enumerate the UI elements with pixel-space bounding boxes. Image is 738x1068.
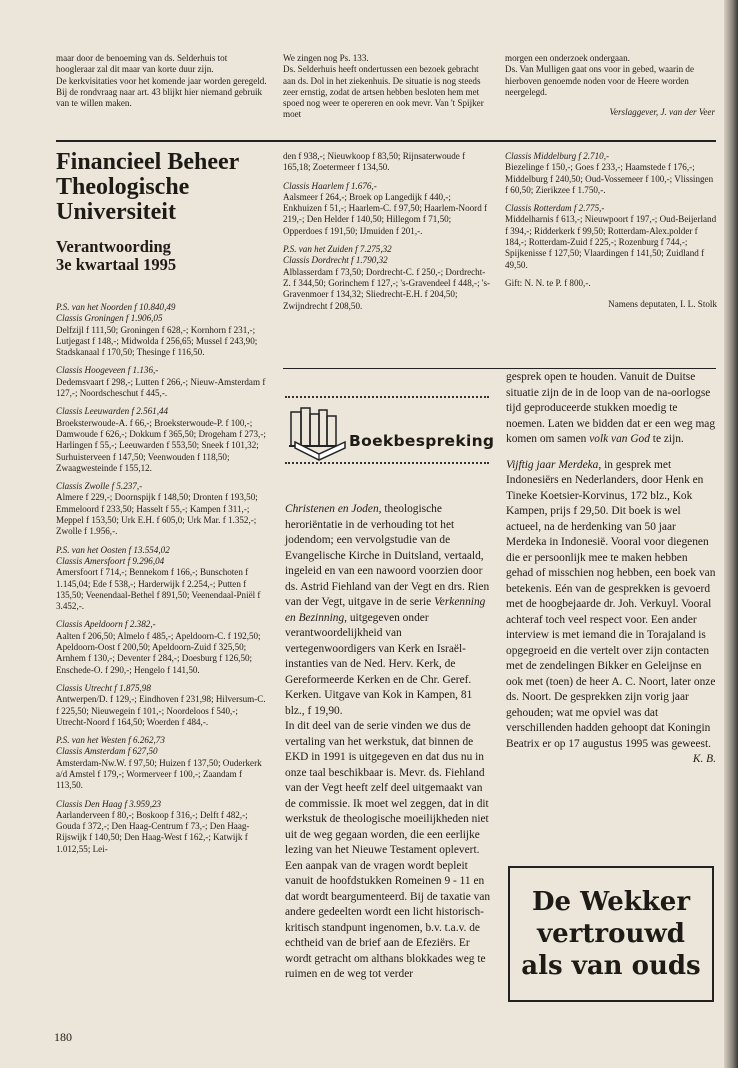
review-text: gesprek open te houden. Vanuit de Duitse situatie zijn de in de loop van de na-oorlogse tijd geproduceerde stukken moedig te noemen. Laten we bidden dat er een weg mag komen om samen bbox=[506, 371, 716, 445]
advert-line: als van ouds bbox=[521, 951, 701, 981]
section-divider bbox=[283, 368, 716, 369]
report-signature: Verslaggever, J. van der Veer bbox=[609, 107, 715, 118]
finance-entry bbox=[56, 619, 270, 675]
finance-entry bbox=[56, 302, 270, 358]
top-paragraph: Ds. Van Mulligen gaat ons voor in gebed, waarin de hierboven genoemde noden voor de Heere worden neergelegd. bbox=[505, 64, 694, 97]
classis-heading: Classis Haarlem f 1.676,- bbox=[283, 180, 377, 191]
finance-entries bbox=[283, 151, 491, 312]
top-paragraph: Bij de rondvraag naar art. 43 blijkt hier niemand gebruik van te willen maken. bbox=[56, 86, 263, 109]
review-text: , uitgegeven onder verantwoordelijkheid van vertegenwoordigers van Kerk en Israël-instanties van de Ned. Herv. Kerk, de Gereformeerde Kerken en de Chr. Geref. Kerken. Uitgave van Kok in Kampen, 81 blz., f 19,90. bbox=[285, 611, 473, 717]
church-contributions: Gift: N. N. te P. f 800,-. bbox=[505, 277, 591, 288]
wekker-advert bbox=[508, 866, 714, 1002]
dotted-rule bbox=[285, 462, 489, 464]
church-contributions: Biezelinge f 150,-; Goes f 233,-; Haamstede f 176,-; Middelburg f 240,50; Oud-Vossemeer f 100,-; Vlissingen f 60,50; Zierikzee f 1.750,-. bbox=[505, 162, 714, 195]
top-paragraph: morgen een onderzoek ondergaan. bbox=[505, 53, 630, 63]
title-line: Universiteit bbox=[56, 199, 176, 225]
top-paragraph: Ds. Selderhuis heeft ondertussen een bezoek gebracht aan ds. Dol in het ziekenhuis. De situatie is nog steeds zeer ernstig, zodat de artsen hebben besloten hem met spoed nog weer te opereren en ook mevr. Van 't Spijker moet bbox=[283, 64, 484, 120]
finance-entry bbox=[56, 365, 270, 399]
finance-column-3 bbox=[505, 151, 717, 318]
classis-heading: Classis Dordrecht f 1.790,32 bbox=[283, 255, 388, 266]
advert-line: De Wekker bbox=[531, 887, 691, 917]
book-title: Christenen en Joden bbox=[285, 503, 379, 515]
top-paragraph: We zingen nog Ps. 133. bbox=[283, 53, 369, 63]
finance-entry bbox=[505, 203, 717, 271]
top-column-3 bbox=[505, 53, 715, 125]
classis-heading: Classis Middelburg f 2.710,- bbox=[505, 151, 609, 161]
book-review-header bbox=[285, 396, 495, 466]
review-text: te zijn. bbox=[649, 433, 684, 445]
classis-heading: Classis Hoogeveen f 1.136,- bbox=[56, 365, 159, 376]
classis-heading: P.S. van het Zuiden f 7.275,32 bbox=[283, 244, 392, 255]
classis-heading: Classis Zwolle f 5.237,- bbox=[56, 481, 143, 492]
classis-heading: Classis Groningen f 1.906,05 bbox=[56, 313, 163, 324]
top-column-2 bbox=[283, 53, 491, 121]
church-contributions: Almere f 229,-; Doornspijk f 148,50; Dronten f 193,50; Emmeloord f 233,50; Hasselt f 55,-; Kampen f 311,-; Meppel f 153,50; Urk E.H. f 605,0; Urk Mar. f 1.352,-; Zwolle f 1.956,-. bbox=[56, 492, 258, 537]
classis-heading: Classis Apeldoorn f 2.382,- bbox=[56, 619, 156, 630]
title-line: Theologische bbox=[56, 174, 190, 200]
top-paragraph: De kerkvisitaties voor het komende jaar worden geregeld. bbox=[56, 75, 267, 86]
review-paragraph: In dit deel van de serie vinden we dus de vertaling van het werkstuk, dat binnen de EKD in 1991 is uitgegeven en dat dus nu in onze taal beschikbaar is. Mevr. ds. Fiehland van der Vegt heeft zelf deel uitgemaakt van de commissie. Ik moet wel zeggen, dat in dit werkstuk de theologische moeilijkheden niet uit de weg gegaan worden, die een eerlijke lezing van het Nieuwe Testament oplevert. Een aanpak van de vragen wordt bepleit vanuit de hoofdstukken Romeinen 9 - 11 en dat wordt beargumenteerd. Bij de taxatie van andere gedeelten wordt een licht historisch-kritisch standpunt ingenomen, b.v. t.a.v. de echtheid van de brief aan de Efeziërs. Er wordt getracht om althans blokkades weg te ruimen en de weg tot verder bbox=[285, 720, 491, 980]
classis-heading: P.S. van het Noorden f 10.840,49 bbox=[56, 302, 176, 312]
classis-heading: Classis Amsterdam f 627,50 bbox=[56, 746, 158, 757]
church-contributions: Alblasserdam f 73,50; Dordrecht-C. f 250,-; Dordrecht-Z. f 344,50; Gorinchem f 127,-; 's-Gravendeel f 448,-; 's-Gravenmoer f 134,32; Sliedrecht-E.H. f 204,50; Zwijndrecht f 208,50. bbox=[283, 266, 491, 311]
classis-heading: Classis Utrecht f 1.875,98 bbox=[56, 682, 151, 693]
church-contributions: Amersfoort f 714,-; Bennekom f 166,-; Bunschoten f 1.145,04; Ede f 538,-; Harderwijk f 2.254,-; Putten f 135,50; Veenendaal-Bethel f 891,50; Veenendaal-Pniël f 3.452,-. bbox=[56, 567, 261, 612]
finance-title bbox=[56, 150, 270, 225]
book-review-title: Boekbespreking bbox=[349, 432, 495, 450]
classis-heading: P.S. van het Oosten f 13.554,02 bbox=[56, 544, 170, 555]
deputies-signature: Namens deputaten, I. L. Stolk bbox=[608, 299, 717, 310]
church-contributions: Aalten f 206,50; Almelo f 485,-; Apeldoorn-C. f 192,50; Apeldoorn-Oost f 200,50; Apeldoorn-Zuid f 325,50; Arnhem f 130,-; Deventer f 284,-; Doesburg f 126,50; Enschede-O. f 290,-; Hengelo f 141,50. bbox=[56, 630, 261, 675]
classis-heading: Classis Den Haag f 3.959,23 bbox=[56, 798, 162, 809]
section-divider bbox=[56, 140, 716, 142]
classis-heading: P.S. van het Westen f 6.262,73 bbox=[56, 735, 165, 746]
dotted-rule bbox=[285, 396, 489, 398]
church-contributions: Middelharnis f 613,-; Nieuwpoort f 197,-; Oud-Beijerland f 394,-; Ridderkerk f 99,50; Rotterdam-Alex.polder f 184,-; Rotterdam-Zuid f 225,-; Rozenburg f 744,-; Spijkenisse f 127,50; Vlaardingen f 141,50; Zuidland f 49,50. bbox=[505, 214, 717, 270]
finance-column-1 bbox=[56, 150, 270, 862]
finance-entry bbox=[56, 481, 270, 537]
finance-entry bbox=[283, 151, 491, 174]
finance-entry bbox=[283, 244, 491, 312]
finance-entry bbox=[56, 735, 270, 791]
review-text: , in gesprek met Indonesiërs en Nederlanders, door Henk en Tineke Koetsier-Korvinus, 172 blz., Kok Kampen, prijs f 29,50. Dit boek is wel actueel, na de herdenking van 50 jaar Merdeka in Indonesië. Vooral voor diegenen die er persoonlijk mee te maken hebben gehad of misschien nog hebben, een boek van betekenis. Eén van de gesprekken is gevoerd met de hoogbejaarde dr. Joh. Verkuyl. Vooral achteraf toch veel respect voor. Een ander interview is met iemand die in Torajaland is opgegroeid en die vertelt over zijn contacten met de zendelingen Bikker en Geleijnse en ook met (toen) de heer A. C. Noort, later onze ds. Noort. De gesprekken zijn vorig jaar gehouden; wat me opviel was dat verschillenden hadden gehoopt dat Koningin Beatrix er op 17 augustus 1995 was geweest. bbox=[506, 458, 716, 750]
finance-entry bbox=[56, 545, 270, 613]
classis-heading: Classis Rotterdam f 2.775,- bbox=[505, 203, 605, 214]
series-title: Verkenning en Bezinning bbox=[285, 596, 486, 624]
classis-heading: Classis Leeuwarden f 2.561,44 bbox=[56, 406, 169, 417]
finance-entry bbox=[283, 181, 491, 237]
subtitle-line: Verantwoording bbox=[56, 237, 171, 256]
finance-entry bbox=[56, 683, 270, 728]
finance-subtitle bbox=[56, 238, 270, 274]
church-contributions: Delfzijl f 111,50; Groningen f 628,-; Kornhorn f 231,-; Lutjegast f 148,-; Midwolda f 256,65; Mussel f 243,90; Stadskanaal f 170,50; Thesinge f 116,50. bbox=[56, 324, 258, 358]
finance-entry bbox=[56, 799, 270, 855]
review-paragraph bbox=[285, 502, 491, 719]
finance-column-2 bbox=[283, 151, 491, 319]
page-number: 180 bbox=[54, 1030, 72, 1044]
church-contributions: Dedemsvaart f 298,-; Lutten f 266,-; Nieuw-Amsterdam f 127,-; Noordscheschut f 445,-. bbox=[56, 376, 266, 399]
classis-heading: Classis Amersfoort f 9.296,04 bbox=[56, 555, 165, 566]
book-title: Vijftig jaar Merdeka bbox=[506, 458, 599, 471]
review-signature: K. B. bbox=[692, 753, 716, 765]
italic-text: volk van God bbox=[589, 433, 650, 445]
church-contributions: Aarlanderveen f 80,-; Boskoop f 316,-; Delft f 482,-; Gouda f 372,-; Den Haag-Centrum f 73,-; Den Haag-Rijswijk f 140,50; Den Haag-West f 162,-; Katwijk f 1.012,55; Lei- bbox=[56, 809, 250, 854]
top-column-1 bbox=[56, 53, 268, 109]
review-column-middle bbox=[285, 502, 491, 983]
review-column-right bbox=[506, 370, 716, 768]
advert-line: vertrouwd bbox=[537, 919, 685, 949]
church-contributions: Antwerpen/D. f 129,-; Eindhoven f 231,98; Hilversum-C. f 225,50; Nieuwegein f 101,-; Noordeloos f 540,-; Utrecht-Noord f 164,50; Woerden f 484,-. bbox=[56, 694, 266, 727]
top-paragraph: maar door de benoeming van ds. Selderhuis tot hoogleraar zal dit maar van korte duur zijn. bbox=[56, 53, 228, 75]
church-contributions: den f 938,-; Nieuwkoop f 83,50; Rijnsaterwoude f 165,18; Zoetermeer f 134,50. bbox=[283, 151, 466, 173]
finance-entry bbox=[505, 151, 717, 196]
church-contributions: Broeksterwoude-A. f 66,-; Broeksterwoude-P. f 100,-; Damwoude f 626,-; Dokkum f 365,50; Drogeham f 273,-; Harlingen f 55,-; Leeuwarden f 553,50; Sneek f 101,32; Surhuisterveen f 147,50; Veenwouden f 118,50; Zwaagwesteinde f 155,12. bbox=[56, 417, 266, 473]
finance-entries bbox=[56, 302, 270, 855]
review-text: , theologische heroriëntatie in de verhouding tot het jodendom; een vervolgstudie van de Evangelische Kirche in Duitsland, vertaald, ingeleid en van een nawoord voorzien door ds. Astrid Fiehland van der Vegt en drs. Rien van der Vegt, uitgave in de serie bbox=[285, 503, 490, 608]
subtitle-line: 3e kwartaal 1995 bbox=[56, 255, 177, 274]
church-contributions: Aalsmeer f 264,-; Broek op Langedijk f 440,-; Enkhuizen f 51,-; Haarlem-C. f 97,50; Haarlem-Noord f 219,-; Den Helder f 140,50; Hillegom f 71,50; Opperdoes f 191,50; IJmuiden f 201,-. bbox=[283, 191, 488, 236]
review-paragraph bbox=[506, 458, 716, 753]
church-contributions: Amsterdam-Nw.W. f 97,50; Huizen f 137,50; Ouderkerk a/d Amstel f 179,-; Wormerveer f 100,-; Zaandam f 113,50. bbox=[56, 757, 262, 791]
finance-entry bbox=[56, 406, 270, 474]
scan-edge-shadow bbox=[724, 0, 738, 1068]
review-paragraph bbox=[506, 370, 716, 448]
finance-entry bbox=[505, 278, 717, 289]
finance-entries bbox=[505, 151, 717, 289]
title-line: Financieel Beheer bbox=[56, 149, 240, 175]
